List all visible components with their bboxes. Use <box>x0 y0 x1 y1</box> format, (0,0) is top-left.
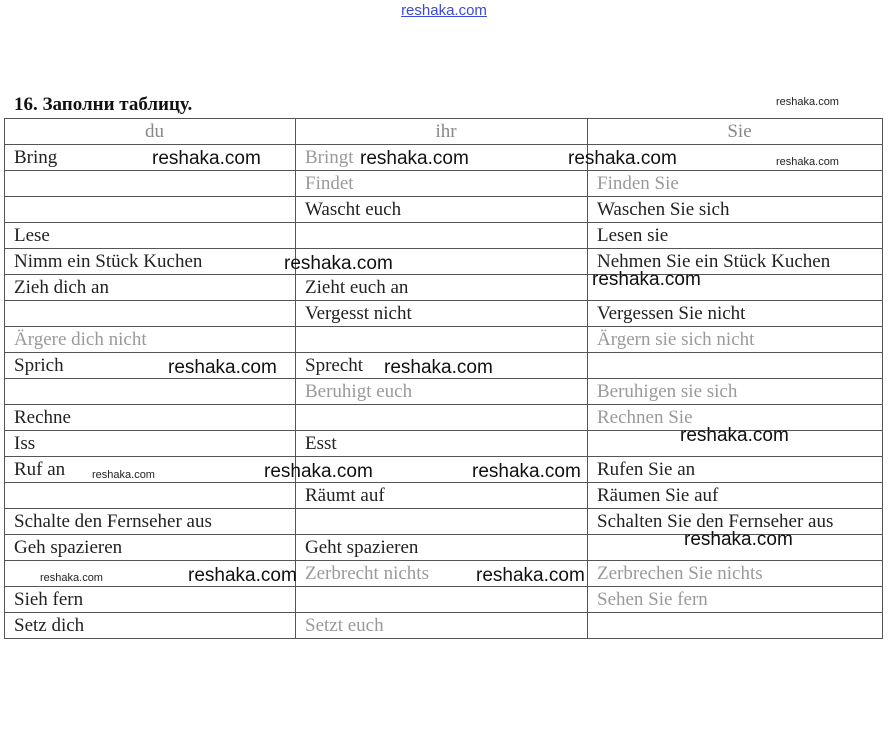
table-row <box>5 587 883 613</box>
cell-du: Sprich <box>5 353 296 379</box>
cell-du: Schalte den Fernseher aus <box>5 509 296 535</box>
cell-ihr: Beruhigt euch <box>296 379 588 405</box>
table-row <box>5 249 883 275</box>
cell-ihr: Wascht euch <box>296 197 588 223</box>
table-row <box>5 327 883 353</box>
cell-ihr <box>296 223 588 249</box>
table-row <box>5 561 883 587</box>
table-row <box>5 275 883 301</box>
cell-du <box>5 301 296 327</box>
cell-du: Bring <box>5 145 296 171</box>
cell-ihr <box>296 327 588 353</box>
cell-du: Rechne <box>5 405 296 431</box>
watermark-large: reshaka.com <box>168 357 277 378</box>
cell-sie <box>588 353 883 379</box>
watermark-small: reshaka.com <box>776 156 839 168</box>
column-header-sie: Sie <box>588 119 883 145</box>
cell-du: Zieh dich an <box>5 275 296 301</box>
cell-ihr: Setzt euch <box>296 613 588 639</box>
cell-du: Ruf an <box>5 457 296 483</box>
watermark-small: reshaka.com <box>40 572 103 584</box>
table-row <box>5 301 883 327</box>
column-header-ihr: ihr <box>296 119 588 145</box>
cell-sie: Beruhigen sie sich <box>588 379 883 405</box>
table-row <box>5 197 883 223</box>
cell-ihr: Sprecht <box>296 353 588 379</box>
cell-ihr: Findet <box>296 171 588 197</box>
cell-ihr: Räumt auf <box>296 483 588 509</box>
cell-du: Geh spazieren <box>5 535 296 561</box>
cell-ihr: Geht spazieren <box>296 535 588 561</box>
watermark-large: reshaka.com <box>568 148 677 169</box>
exercise-heading: 16. Заполни таблицу. <box>14 94 193 115</box>
table-row <box>5 171 883 197</box>
watermark-large: reshaka.com <box>360 148 469 169</box>
cell-du: Iss <box>5 431 296 457</box>
cell-sie: Rechnen Sie <box>588 405 883 431</box>
cell-du <box>5 171 296 197</box>
cell-sie: Vergessen Sie nicht <box>588 301 883 327</box>
cell-sie: Räumen Sie auf <box>588 483 883 509</box>
table-header-row <box>5 119 883 145</box>
cell-sie: Schalten Sie den Fernseher aus <box>588 509 883 535</box>
cell-du: Ärgere dich nicht <box>5 327 296 353</box>
cell-ihr: Vergesst nicht <box>296 301 588 327</box>
watermark-small: reshaka.com <box>92 469 155 481</box>
watermark-large: reshaka.com <box>188 565 297 586</box>
cell-du: Lese <box>5 223 296 249</box>
table-row <box>5 483 883 509</box>
cell-du: Sieh fern <box>5 587 296 613</box>
cell-ihr: Bringt <box>296 145 588 171</box>
cell-sie <box>588 613 883 639</box>
cell-du <box>5 379 296 405</box>
watermark-large: reshaka.com <box>384 357 493 378</box>
cell-ihr: Zieht euch an <box>296 275 588 301</box>
cell-ihr <box>296 587 588 613</box>
cell-sie: Zerbrechen Sie nichts <box>588 561 883 587</box>
watermark-large: reshaka.com <box>592 269 701 290</box>
watermark-large: reshaka.com <box>152 148 261 169</box>
table-row <box>5 613 883 639</box>
cell-sie: Nehmen Sie ein Stück Kuchen <box>588 249 883 275</box>
table-row <box>5 223 883 249</box>
cell-ihr <box>296 405 588 431</box>
cell-sie: Waschen Sie sich <box>588 197 883 223</box>
cell-du <box>5 197 296 223</box>
watermark-large: reshaka.com <box>472 461 581 482</box>
cell-sie: Lesen sie <box>588 223 883 249</box>
cell-du <box>5 483 296 509</box>
watermark-large: reshaka.com <box>476 565 585 586</box>
cell-sie: Ärgern sie sich nicht <box>588 327 883 353</box>
watermark-small: reshaka.com <box>776 96 839 108</box>
watermark-large: reshaka.com <box>684 529 793 550</box>
column-header-du: du <box>5 119 296 145</box>
site-link[interactable]: reshaka.com <box>401 2 487 19</box>
cell-sie: Finden Sie <box>588 171 883 197</box>
watermark-large: reshaka.com <box>680 425 789 446</box>
watermark-large: reshaka.com <box>284 253 393 274</box>
watermark-large: reshaka.com <box>264 461 373 482</box>
cell-ihr <box>296 509 588 535</box>
cell-du: Setz dich <box>5 613 296 639</box>
cell-ihr: Esst <box>296 431 588 457</box>
cell-sie: Sehen Sie fern <box>588 587 883 613</box>
cell-sie: Rufen Sie an <box>588 457 883 483</box>
table-row <box>5 379 883 405</box>
cell-du: Nimm ein Stück Kuchen <box>5 249 296 275</box>
cell-ihr: Zerbrecht nichts <box>296 561 588 587</box>
